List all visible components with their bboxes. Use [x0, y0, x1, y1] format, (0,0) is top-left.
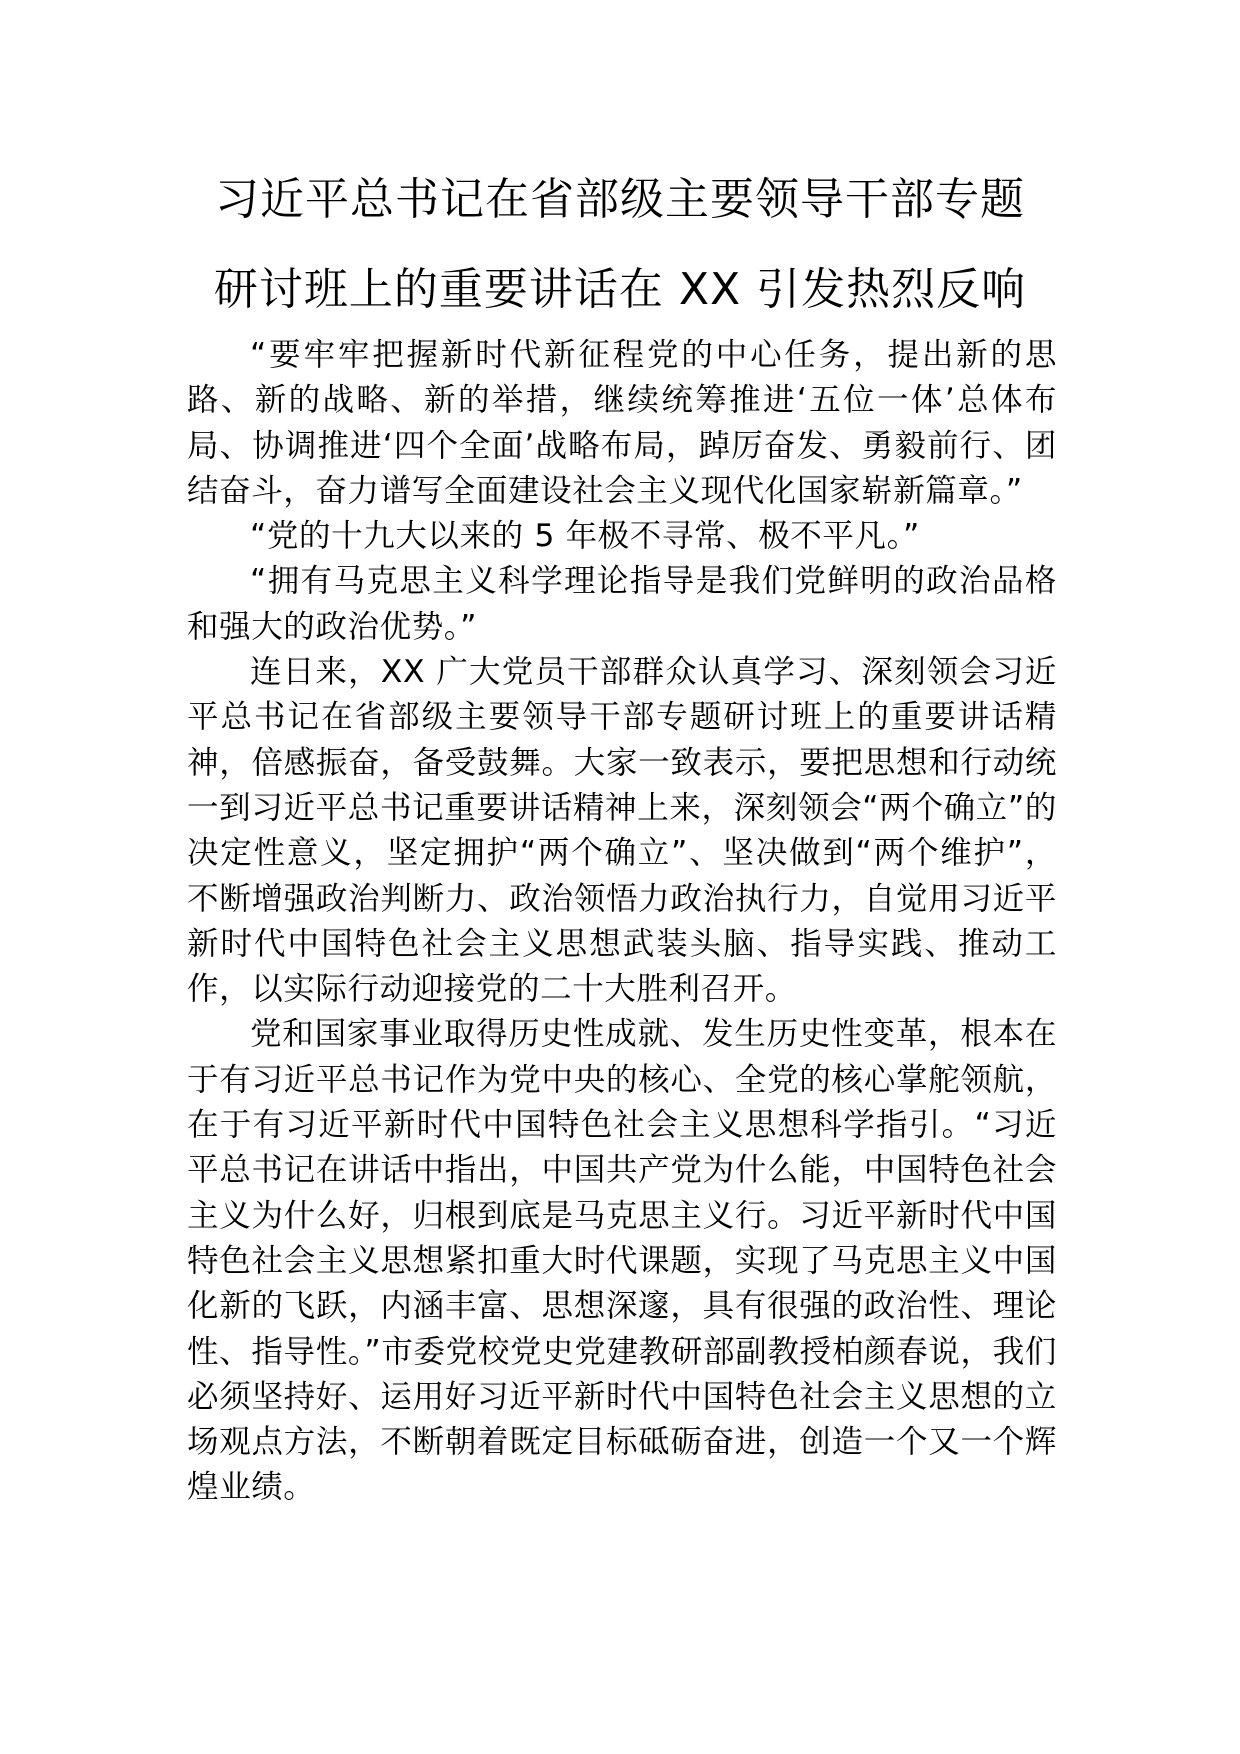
quote-paragraph-2: “党的十九大以来的 5 年极不寻常、极不平凡。”: [250, 518, 920, 555]
quote-paragraph-1: “要牢牢把握新时代新征程党的中心任务，提出新的思路、新的战略、新的举措，继续统筹推进‘五位一体’总体布局、协调推进‘四个全面’战略布局，踔厉奋发、勇毅前行、团结奋斗，奋力谱写全面建设社会主义现代化国家崭新篇章。”: [187, 337, 1057, 509]
document-body: [187, 333, 1057, 1511]
body-paragraph-2: 党和国家事业取得历史性成就、发生历史性变革，根本在于有习近平总书记作为党中央的核心、全党的核心掌舵领航，在于有习近平新时代中国特色社会主义思想科学指引。“习近平总书记在讲话中指出，中国共产党为什么能，中国特色社会主义为什么好，归根到底是马克思主义行。习近平新时代中国特色社会主义思想紧扣重大时代课题，实现了马克思主义中国化新的飞跃，内涵丰富、思想深邃，具有很强的政治性、理论性、指导性。”市委党校党史党建教研部副教授柏颜春说，我们必须坚持好、运用好习近平新时代中国特色社会主义思想的立场观点方法，不断朝着既定目标砥砺奋进，创造一个又一个辉煌业绩。: [187, 1016, 1057, 1506]
body-paragraph-1: 连日来，XX 广大党员干部群众认真学习、深刻领会习近平总书记在省部级主要领导干部专题研讨班上的重要讲话精神，倍感振奋，备受鼓舞。大家一致表示，要把思想和行动统一到习近平总书记重要讲话精神上来，深刻领会“两个确立”的决定性意义，坚定拥护“两个确立”、坚决做到“两个维护”，不断增强政治判断力、政治领悟力政治执行力，自觉用习近平新时代中国特色社会主义思想武装头脑、指导实践、推动工作，以实际行动迎接党的二十大胜利召开。: [187, 654, 1057, 1008]
quote-paragraph-3: “拥有马克思主义科学理论指导是我们党鲜明的政治品格和强大的政治优势。”: [187, 563, 1057, 645]
document-title-line-2: 研讨班上的重要讲话在 XX 引发热烈反响: [213, 264, 1027, 315]
document-title-line-1: 习近平总书记在省部级主要领导干部专题: [215, 174, 1025, 225]
